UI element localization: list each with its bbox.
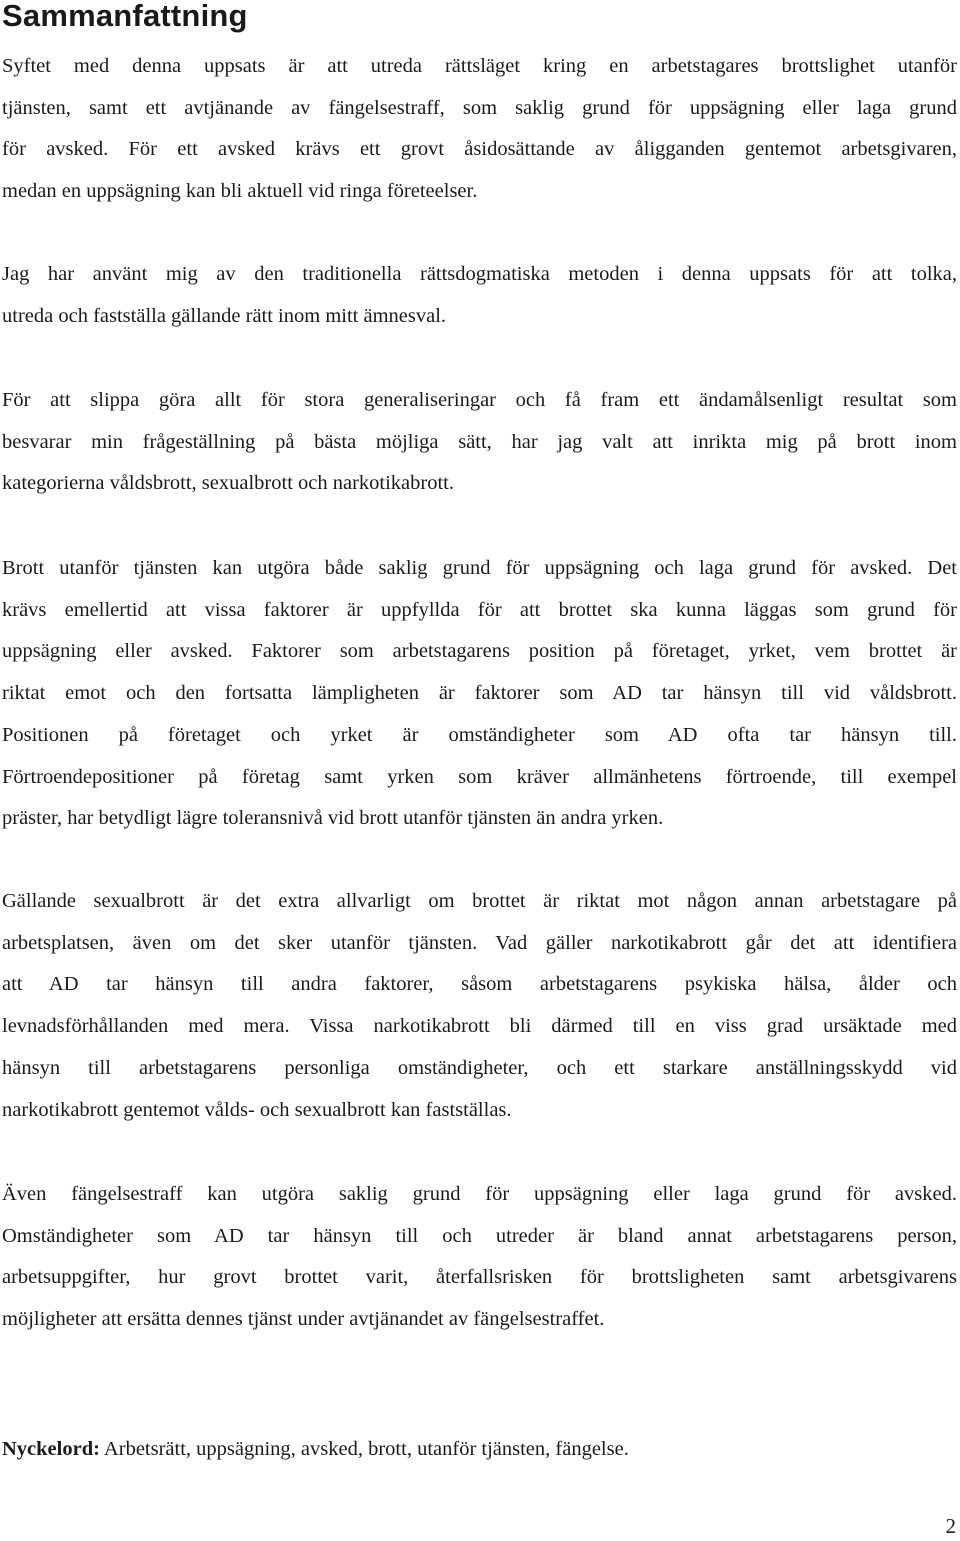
text-line: tjänsten, samt ett avtjänande av fängelsestraff, som saklig grund för uppsägning eller laga grund [2, 96, 957, 119]
text-line: Jag har använt mig av den traditionella rättsdogmatiska metoden i denna uppsats för att tolka, [2, 263, 957, 285]
text-line: För att slippa göra allt för stora generaliseringar och få fram ett ändamålsenligt resultat som [2, 389, 957, 411]
keywords-text: Arbetsrätt, uppsägning, avsked, brott, utanför tjänsten, fängelse. [99, 1438, 629, 1460]
paragraph [2, 1174, 957, 1341]
paragraph [2, 380, 957, 505]
text-line: för avsked. För ett avsked krävs ett grovt åsidosättande av åligganden gentemot arbetsgivaren, [2, 138, 957, 161]
keywords-label: Nyckelord: [2, 1438, 100, 1460]
text-line: levnadsförhållanden med mera. Vissa narkotikabrott bli därmed till en viss grad ursäktade med [2, 1015, 957, 1038]
text-line: besvarar min frågeställning på bästa möjliga sätt, har jag valt att inrikta mig på brott inom [2, 430, 957, 453]
text-line: Även fängelsestraff kan utgöra saklig grund för uppsägning eller laga grund för avsked. [2, 1183, 957, 1205]
text-line: medan en uppsägning kan bli aktuell vid ringa företeelser. [2, 180, 478, 203]
paragraph [2, 46, 957, 213]
text-line: uppsägning eller avsked. Faktorer som arbetstagarens position på företaget, yrket, vem brottet är [2, 640, 957, 663]
paragraph [2, 881, 957, 1131]
text-line: att AD tar hänsyn till andra faktorer, såsom arbetstagarens psykiska hälsa, ålder och [2, 973, 957, 996]
text-line: krävs emellertid att vissa faktorer är uppfyllda för att brottet ska kunna läggas som grund för [2, 598, 957, 621]
text-line: Positionen på företaget och yrket är omständigheter som AD ofta tar hänsyn till. [2, 723, 957, 746]
text-line: arbetsplatsen, även om det sker utanför tjänsten. Vad gäller narkotikabrott går det att identifiera [2, 931, 957, 954]
text-line: Förtroendepositioner på företag samt yrken som kräver allmänhetens förtroende, till exempel [2, 765, 957, 788]
text-line: präster, har betydligt lägre toleransnivå vid brott utanför tjänsten än andra yrken. [2, 807, 664, 830]
paragraph [2, 548, 957, 840]
text-line: hänsyn till arbetstagarens personliga omständigheter, och ett starkare anställningsskydd vid [2, 1056, 957, 1079]
text-line: Syftet med denna uppsats är att utreda rättsläget kring en arbetstagares brottslighet utanför [2, 55, 957, 77]
keywords-line [2, 1429, 629, 1469]
paragraph [2, 254, 957, 337]
text-line: kategorierna våldsbrott, sexualbrott och narkotikabrott. [2, 472, 455, 495]
text-line: riktat emot och den fortsatta lämpligheten är faktorer som AD tar hänsyn till vid våldsbrott. [2, 682, 957, 705]
text-line: Brott utanför tjänsten kan utgöra både saklig grund för uppsägning och laga grund för avsked. Det [2, 557, 957, 579]
page-title: Sammanfattning [2, 0, 248, 33]
text-line: möjligheter att ersätta dennes tjänst under avtjänandet av fängelsestraffet. [2, 1308, 605, 1331]
text-line: Gällande sexualbrott är det extra allvarligt om brottet är riktat mot någon annan arbetstagare på [2, 890, 957, 912]
page-number: 2 [945, 1514, 956, 1538]
text-line: Omständigheter som AD tar hänsyn till och utreder är bland annat arbetstagarens person, [2, 1224, 957, 1247]
text-line: arbetsuppgifter, hur grovt brottet varit, återfallsrisken för brottsligheten samt arbetsgivarens [2, 1266, 957, 1289]
text-line: utreda och fastställa gällande rätt inom mitt ämnesval. [2, 304, 447, 327]
text-line: narkotikabrott gentemot vålds- och sexualbrott kan fastställas. [2, 1098, 512, 1121]
